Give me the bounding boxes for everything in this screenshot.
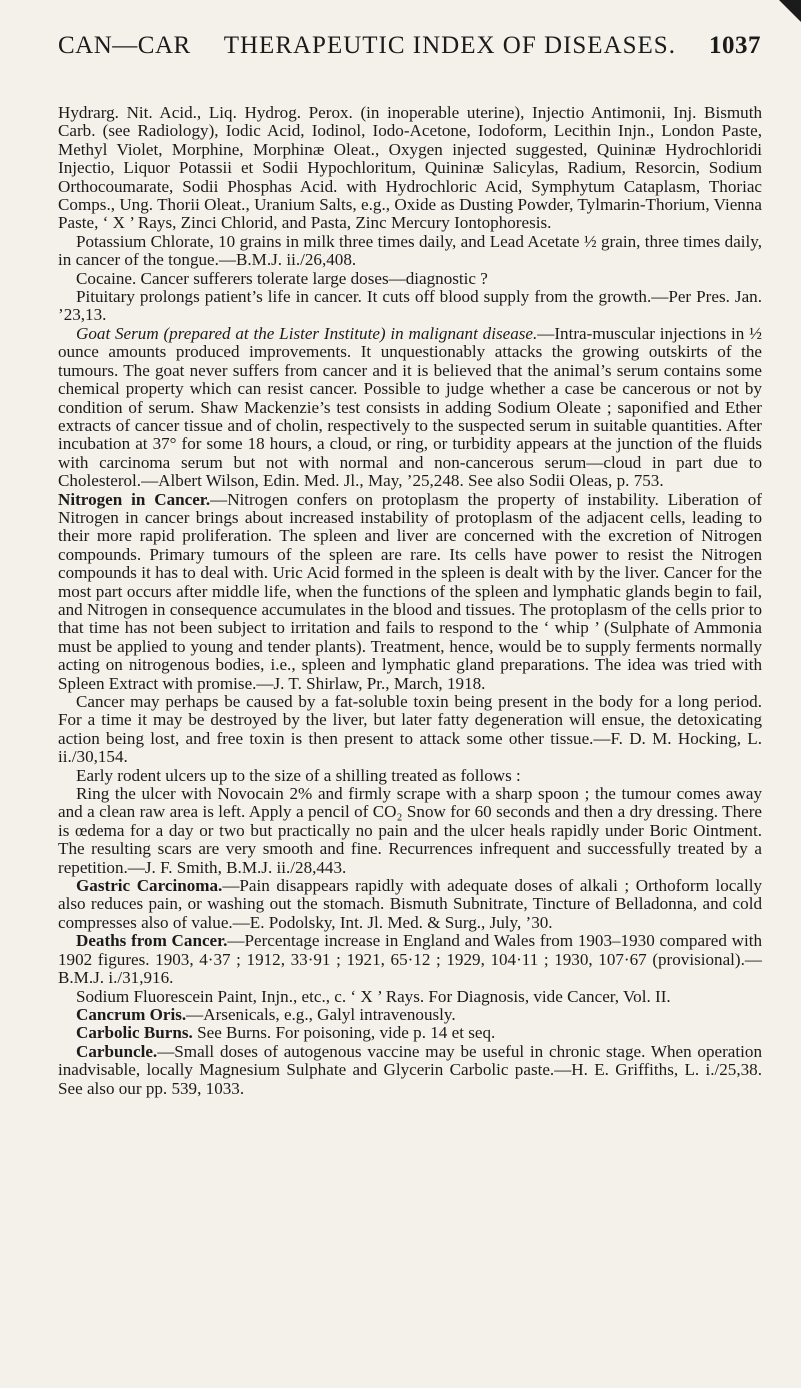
paragraph-ring-the-ulcer: Ring the ulcer with Novocain 2% and firmly scrape with a sharp spoon ; the tumour comes away and a clean raw area is left. Apply a pencil of CO₂ Snow for 60 seconds and then a dry dressing. There is œdema for a day or two but practically no pain and the ulcer heals rapidly under Boric Ointment. The resulting scars are very smooth and fine. Recurrences infrequent and successfully treated by a repetition.—J. F. Smith, B.M.J. ii./28,443. — [58, 784, 762, 877]
entry-heading: Deaths from Cancer. — [76, 931, 228, 951]
paragraph-carbuncle: Carbuncle.—Small doses of autogenous vaccine may be useful in chronic stage. When operation inadvisable, locally Magnesium Sulphate and Glycerin Carbolic paste.—H. E. Griffiths, L. i./25,38. See also our pp. 539, 1033. — [58, 1041, 762, 1098]
paragraph-cancrum-oris: Cancrum Oris.—Arsenicals, e.g., Galyl intravenously. — [76, 1004, 456, 1024]
paragraph-sodium-fluorescein: Sodium Fluorescein Paint, Injn., etc., c. ‘ X ’ Rays. For Diagnosis, vide Cancer, Vol. II. — [76, 986, 671, 1006]
page-number: 1037 — [708, 32, 761, 59]
entry-heading: Goat Serum (prepared at the Lister Institute) in malignant disease. — [76, 323, 538, 343]
entry-heading: Nitrogen in Cancer. — [58, 489, 211, 509]
page-header — [58, 32, 761, 60]
paragraph-gastric-carcinoma: Gastric Carcinoma.—Pain disappears rapidly with adequate doses of alkali ; Orthoform locally also reduces pain, or washing out the stomach. Bismuth Subnitrate, Tincture of Belladonna, and cold compresses also of value.—E. Podolsky, Int. Jl. Med. & Surg., July, ’30. — [58, 876, 762, 932]
entry-heading: Carbolic Burns. — [76, 1023, 193, 1043]
entry-heading: Cancrum Oris. — [76, 1004, 187, 1024]
running-head-range: CAN—CAR — [58, 32, 191, 59]
index-body — [58, 104, 762, 1098]
running-head-title: THERAPEUTIC INDEX OF DISEASES. — [223, 32, 676, 59]
paragraph-nitrogen-in-cancer: Nitrogen in Cancer.—Nitrogen confers on protoplasm the property of instability. Liberation of Nitrogen in cancer brings about increased instability of protoplasm of the adjacent cells, leading to their more rapid proliferation. The spleen and liver are concerned with the excretion of Nitrogen compounds. Primary tumours of the spleen are rare. Its cells have power to resist the Nitrogen compounds it has to deal with. Uric Acid formed in the spleen is dealt with by the liver. Cancer for the most part occurs after middle life, when the functions of the spleen and lymphatic glands begin to fail, and Nitrogen in consequence accumulates in the blood and tissues. The protoplasm of the cells prior to that time has not been subject to irritation and fails to respond to the ‘ whip ’ (Sulphate of Ammonia must be applied to young and tender plants). Treatment, hence, would be to supply ferments normally acting on nitrogenous bodies, i.e., spleen and lymphatic gland preparations. The idea was tried with Spleen Extract with promise.—J. T. Shirlaw, Pr., March, 1918. — [58, 489, 762, 693]
paragraph-carbolic-burns: Carbolic Burns. See Burns. For poisoning, vide p. 14 et seq. — [76, 1023, 496, 1043]
paragraph-cocaine: Cocaine. Cancer sufferers tolerate large doses—diagnostic ? — [76, 268, 488, 288]
entry-heading: Carbuncle. — [76, 1041, 158, 1061]
paragraph-remedies-list: Hydrarg. Nit. Acid., Liq. Hydrog. Perox. (in inoperable uterine), Injectio Antimonii, Inj. Bismuth Carb. (see Radiology), Iodic Acid, Iodinol, Iodo-Acetone, Iodoform, Lecithin Injn., London Paste, Methyl Violet, Morphine, Morphinæ Oleat., Oxygen injected suggested, Quininæ Hydrochloridi Injectio, Liquor Potassii et Sodii Hypochloritum, Quininæ Salicylas, Radium, Resorcin, Sodium Orthocoumarate, Sodii Phosphas Acid. with Hydrochloric Acid, Symphytum Cataplasm, Thoriac Comps., Ung. Thorii Oleat., Uranium Salts, e.g., Oxide as Dusting Powder, Tylmarin-Thorium, Vienna Paste, ‘ X ’ Rays, Zinci Chlorid, and Pasta, Zinc Mercury Iontophoresis. — [58, 103, 762, 233]
page-corner-mark — [779, 0, 801, 22]
paragraph-goat-serum: Goat Serum (prepared at the Lister Institute) in malignant disease.—Intra-muscular injections in ½ ounce amounts produced improvements. It unquestionably attacks the growing outskirts of the tumours. The goat never suffers from cancer and it is believed that the animal’s serum contains some chemical property which can resist cancer. Possible to judge whether a case be cancerous or not by condition of serum. Shaw Mackenzie’s test consists in adding Sodium Oleate ; saponified and Ether extracts of cancer tissue and of cholin, respectively to the suspected serum in suitable quantities. After incubation at 37° for some 18 hours, a cloud, or ring, or turbidity appears at the junction of the fluids with carcinoma serum but not with normal and non-cancerous serum—cloud in part due to Cholesterol.—Albert Wilson, Edin. Med. Jl., May, ’25,248. See also Sodii Oleas, p. 753. — [58, 323, 762, 491]
paragraph-rodent-ulcers: Early rodent ulcers up to the size of a shilling treated as follows : — [76, 765, 521, 785]
paragraph-pituitary: Pituitary prolongs patient’s life in cancer. It cuts off blood supply from the growth.—Per Pres. Jan. ’23,13. — [58, 287, 762, 325]
paragraph-deaths-from-cancer: Deaths from Cancer.—Percentage increase in England and Wales from 1903–1930 compared with 1902 figures. 1903, 4·37 ; 1912, 33·91 ; 1921, 65·12 ; 1929, 104·11 ; 1930, 107·67 (provisional).—B.M.J. i./31,916. — [58, 931, 762, 988]
entry-heading: Gastric Carcinoma. — [76, 876, 223, 896]
paragraph-potassium-chlorate: Potassium Chlorate, 10 grains in milk three times daily, and Lead Acetate ½ grain, three times daily, in cancer of the tongue.—B.M.J. ii./26,408. — [58, 231, 762, 270]
paragraph-fat-soluble-toxin: Cancer may perhaps be caused by a fat-soluble toxin being present in the body for a long period. For a time it may be destroyed by the liver, but later fatty degeneration will ensue, the detoxicating action being lost, and free toxin is then present to attack some other tissue.—F. D. M. Hocking, L. ii./30,154. — [58, 692, 762, 767]
